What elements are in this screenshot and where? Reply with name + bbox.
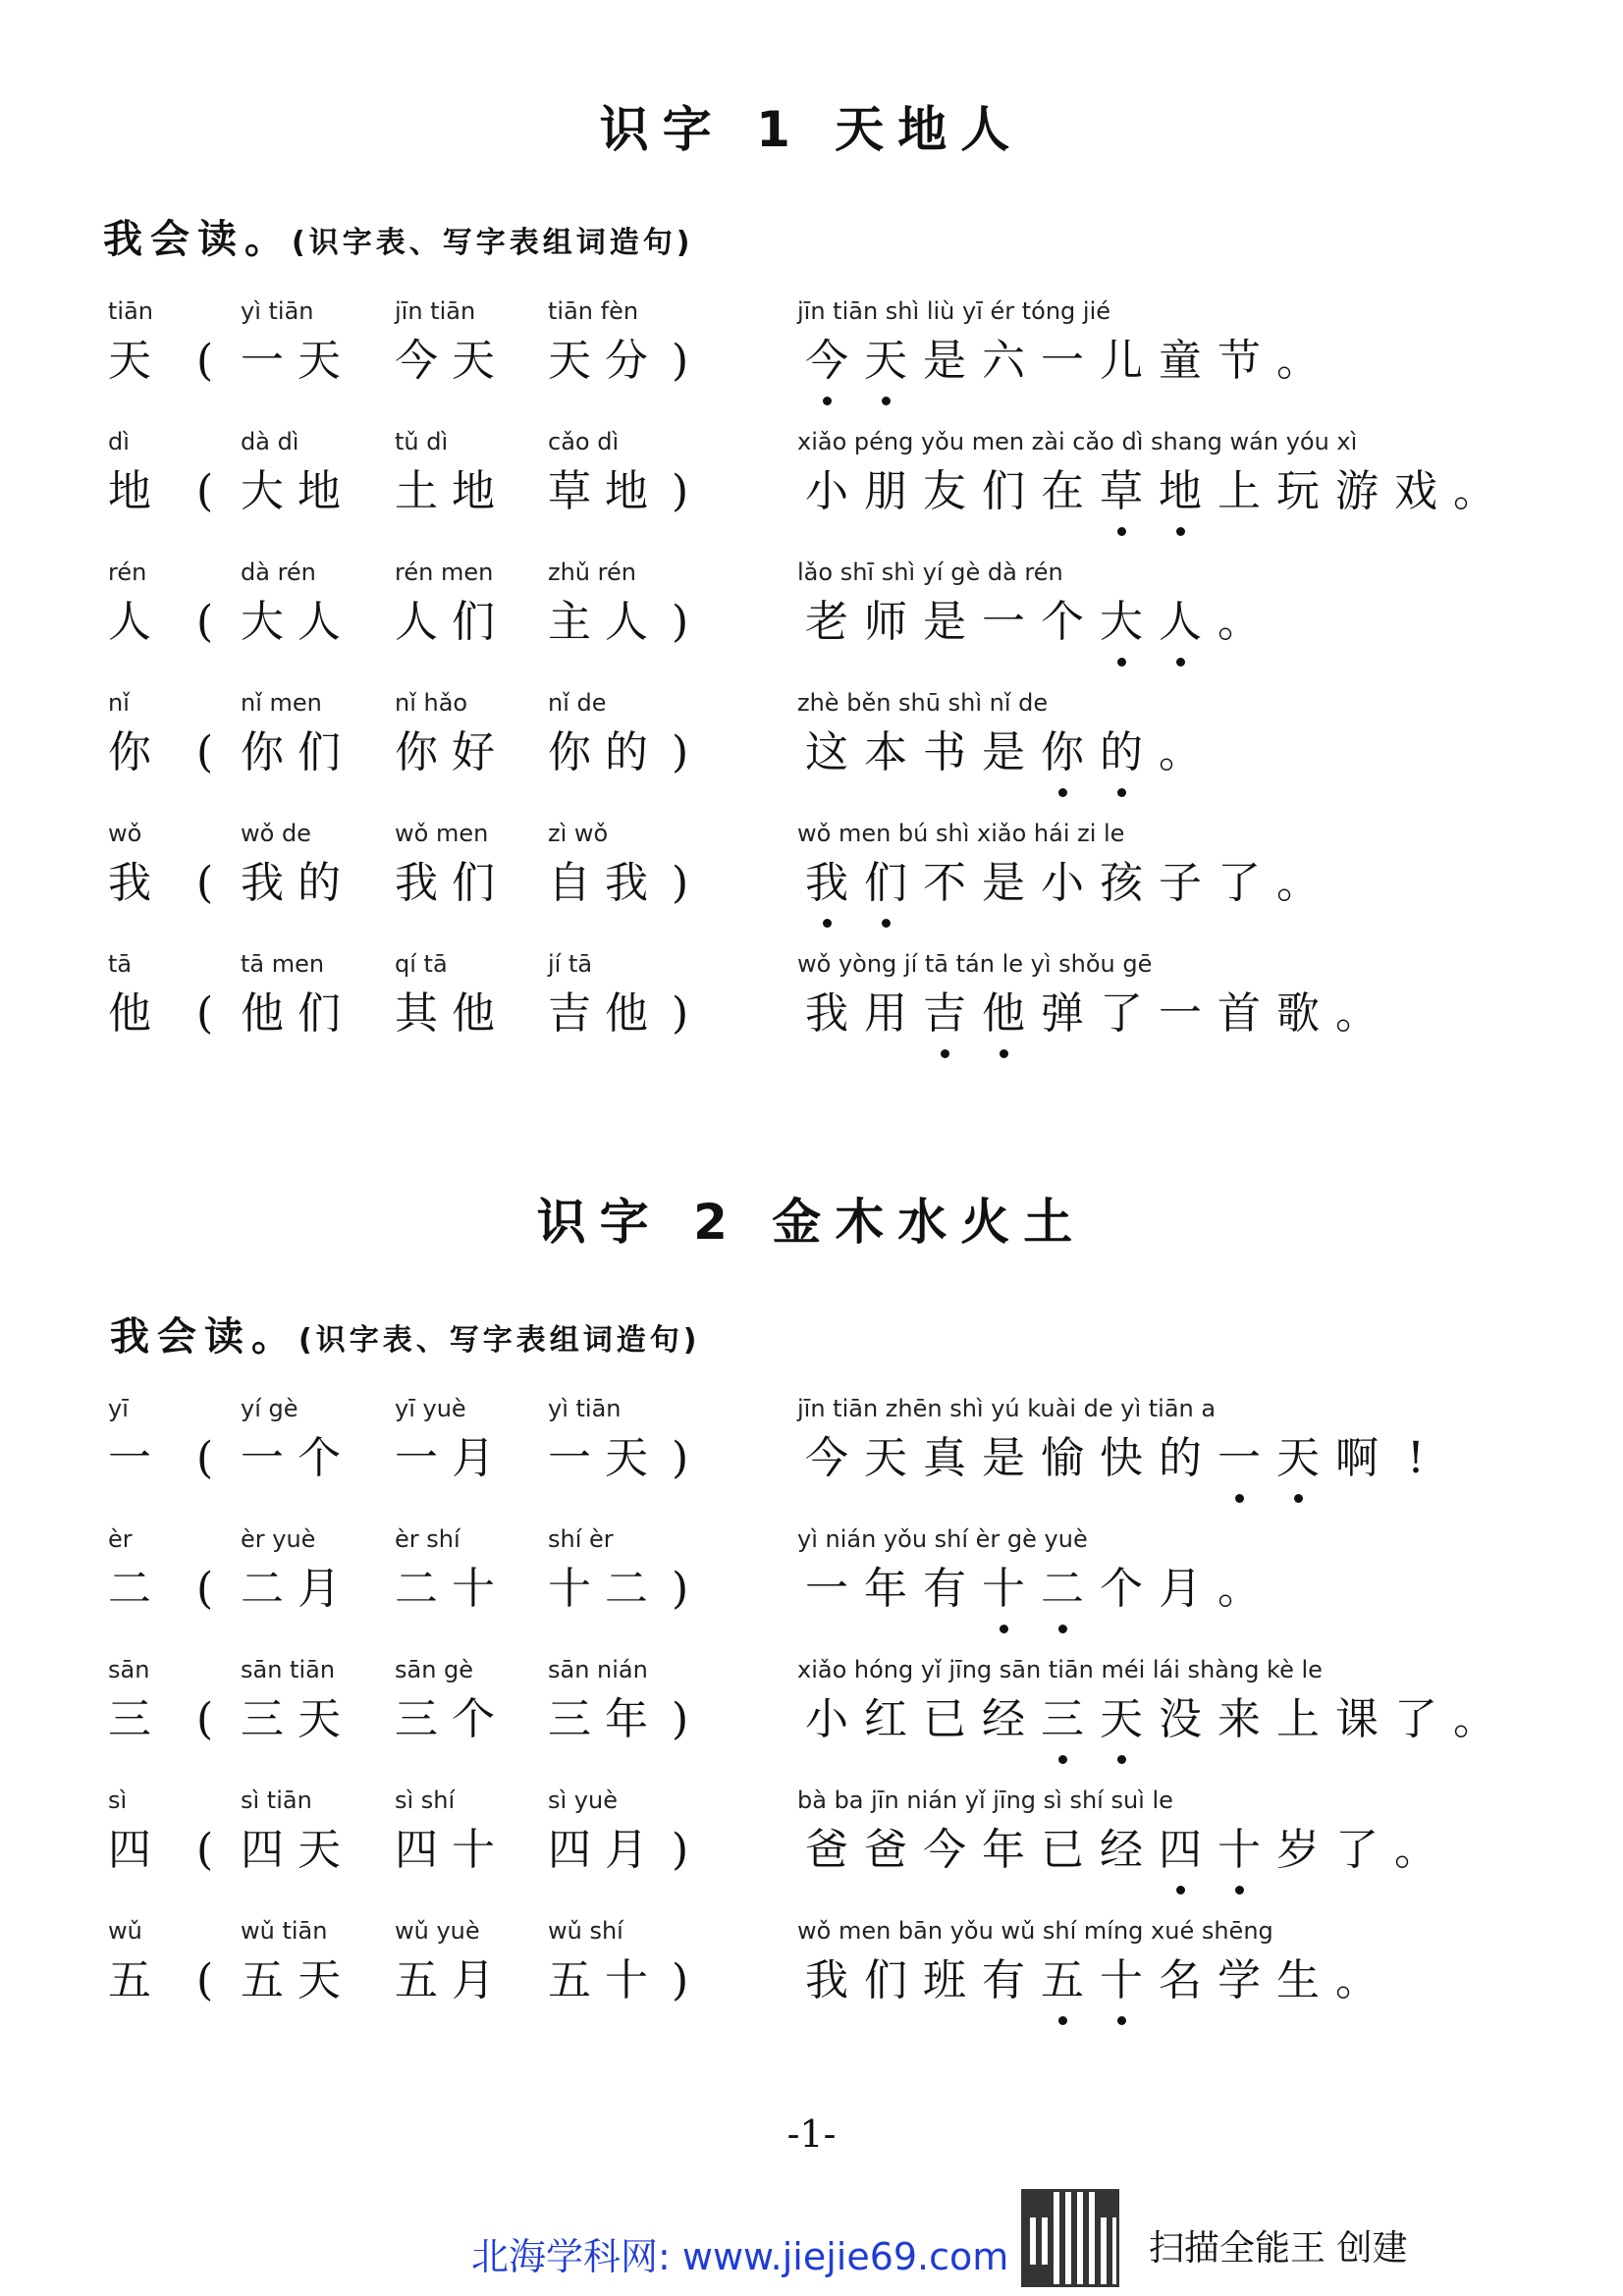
- sentence-character: 班: [923, 1955, 966, 2005]
- close-paren: ): [672, 336, 689, 386]
- emphasized-character: 草: [1092, 462, 1151, 521]
- close-paren: ): [672, 466, 689, 516]
- sentence-character: 已: [923, 1694, 966, 1744]
- open-paren: (: [196, 1694, 214, 1744]
- sentence-character: 歌: [1276, 988, 1320, 1039]
- character-pinyin: rén: [108, 559, 147, 586]
- sentence-character: 是: [923, 597, 966, 647]
- character: 天: [108, 336, 165, 386]
- word-pinyin: qí tā: [395, 950, 448, 978]
- sentence-text: [797, 462, 1504, 521]
- sentence-character: 爸: [864, 1825, 907, 1875]
- word: 你的: [548, 727, 662, 777]
- word-pinyin: wǔ yuè: [395, 1917, 480, 1945]
- sentence-character: 经: [1100, 1825, 1143, 1875]
- emphasized-character: 人: [1151, 593, 1210, 652]
- sentence-character: 。: [1217, 1564, 1261, 1614]
- close-paren: ): [672, 727, 689, 777]
- emphasized-character: 四: [1151, 1821, 1210, 1880]
- word: 你们: [241, 727, 354, 777]
- word: 四月: [548, 1825, 662, 1875]
- open-paren: (: [196, 466, 214, 516]
- emphasized-character: 吉: [915, 985, 974, 1043]
- character: 三: [108, 1694, 165, 1744]
- sentence-character: 岁: [1276, 1825, 1320, 1875]
- sentence-character: 子: [1159, 858, 1202, 908]
- sentence-character: 了: [1335, 1825, 1379, 1875]
- qr-code-icon: [1021, 2189, 1119, 2287]
- footer-scanner-watermark: 扫描全能王 创建: [1149, 2228, 1408, 2269]
- sentence-character: 没: [1159, 1694, 1202, 1744]
- sentence-character: 节: [1217, 336, 1261, 386]
- vocab-row: [0, 425, 1623, 558]
- word-pinyin: rén men: [395, 559, 494, 586]
- sentence-character: 今: [805, 1433, 848, 1483]
- word-pinyin: yì tiān: [241, 297, 314, 325]
- sentence-text: [797, 1560, 1269, 1619]
- section-2-title: 识字 2 金木水火土: [536, 1194, 1087, 1251]
- sentence-character: 。: [1453, 1694, 1496, 1744]
- sentence-text: [797, 593, 1269, 652]
- word: 他们: [241, 988, 354, 1039]
- emphasized-character: 我: [797, 854, 856, 913]
- sentence-pinyin: wǒ men bú shì xiǎo hái zi le: [797, 820, 1125, 847]
- vocab-row: [0, 686, 1623, 819]
- word-pinyin: zhǔ rén: [548, 559, 636, 586]
- sentence-character: 红: [864, 1694, 907, 1744]
- character-pinyin: dì: [108, 428, 130, 455]
- sentence-character: 课: [1335, 1694, 1379, 1744]
- sentence-character: 首: [1217, 988, 1261, 1039]
- word-pinyin: yī yuè: [395, 1395, 466, 1422]
- sentence-character: 。: [1276, 858, 1320, 908]
- sentence-character: 一: [982, 597, 1025, 647]
- character-pinyin: tiān: [108, 297, 153, 325]
- section-1-heading-main: 我会读。: [103, 217, 292, 262]
- sentence-character: 经: [982, 1694, 1025, 1744]
- vocab-row: [0, 1653, 1623, 1786]
- sentence-character: 一: [805, 1564, 848, 1614]
- emphasized-character: 你: [1033, 723, 1092, 782]
- word-pinyin: zì wǒ: [548, 820, 609, 847]
- sentence-text: [797, 332, 1327, 391]
- character: 二: [108, 1564, 165, 1614]
- sentence-character: 有: [982, 1955, 1025, 2005]
- close-paren: ): [672, 597, 689, 647]
- sentence-character: 童: [1159, 336, 1202, 386]
- sentence-character: 师: [864, 597, 907, 647]
- sentence-character: 上: [1276, 1694, 1320, 1744]
- character-pinyin: tā: [108, 950, 133, 978]
- sentence-character: 小: [805, 1694, 848, 1744]
- sentence-pinyin: yì nián yǒu shí èr gè yuè: [797, 1525, 1088, 1553]
- word-pinyin: sì shí: [395, 1787, 456, 1814]
- sentence-pinyin: xiǎo péng yǒu men zài cǎo dì shang wán yóu xì: [797, 428, 1358, 455]
- word-pinyin: yì tiān: [548, 1395, 622, 1422]
- character-pinyin: wǔ: [108, 1917, 142, 1945]
- sentence-pinyin: jīn tiān zhēn shì yú kuài de yì tiān a: [797, 1395, 1217, 1422]
- sentence-character: 孩: [1100, 858, 1143, 908]
- sentence-character: 戏: [1394, 466, 1437, 516]
- word: 一天: [241, 336, 354, 386]
- vocab-row: [0, 1522, 1623, 1655]
- close-paren: ): [672, 1955, 689, 2005]
- emphasized-character: 十: [1210, 1821, 1269, 1880]
- word-pinyin: èr shí: [395, 1525, 460, 1553]
- word-pinyin: cǎo dì: [548, 428, 620, 455]
- character: 四: [108, 1825, 165, 1875]
- close-paren: ): [672, 858, 689, 908]
- sentence-character: 个: [1100, 1564, 1143, 1614]
- word-pinyin: sān nián: [548, 1656, 648, 1683]
- open-paren: (: [196, 858, 214, 908]
- sentence-character: 个: [1041, 597, 1084, 647]
- character-pinyin: èr: [108, 1525, 133, 1553]
- emphasized-character: 他: [974, 985, 1033, 1043]
- word: 草地: [548, 466, 662, 516]
- close-paren: ): [672, 1825, 689, 1875]
- word-pinyin: dà rén: [241, 559, 316, 586]
- open-paren: (: [196, 1433, 214, 1483]
- emphasized-character: 天: [1269, 1429, 1327, 1488]
- sentence-character: 年: [982, 1825, 1025, 1875]
- emphasized-character: 地: [1151, 462, 1210, 521]
- word: 二十: [395, 1564, 509, 1614]
- word-pinyin: dà dì: [241, 428, 299, 455]
- word: 一月: [395, 1433, 509, 1483]
- sentence-character: 友: [923, 466, 966, 516]
- open-paren: (: [196, 727, 214, 777]
- word: 主人: [548, 597, 662, 647]
- word-pinyin: sān gè: [395, 1656, 474, 1683]
- vocab-row: [0, 556, 1623, 688]
- sentence-character: 游: [1335, 466, 1379, 516]
- sentence-character: 是: [982, 858, 1025, 908]
- open-paren: (: [196, 1825, 214, 1875]
- sentence-character: 上: [1217, 466, 1261, 516]
- sentence-character: 。: [1394, 1825, 1437, 1875]
- sentence-character: 我: [805, 1955, 848, 2005]
- word: 今天: [395, 336, 509, 386]
- sentence-character: 朋: [864, 466, 907, 516]
- vocab-row: [0, 817, 1623, 949]
- word: 四十: [395, 1825, 509, 1875]
- sentence-character: 有: [923, 1564, 966, 1614]
- open-paren: (: [196, 1564, 214, 1614]
- word: 大人: [241, 597, 354, 647]
- word: 二月: [241, 1564, 354, 1614]
- sentence-character: 年: [864, 1564, 907, 1614]
- page-number: -1-: [786, 2112, 837, 2156]
- sentence-pinyin: lǎo shī shì yí gè dà rén: [797, 559, 1063, 586]
- word-pinyin: tā men: [241, 950, 325, 978]
- emphasized-character: 五: [1033, 1951, 1092, 2010]
- footer-site-link[interactable]: 北海学科网: www.jiejie69.com: [471, 2235, 1009, 2278]
- emphasized-character: 十: [1092, 1951, 1151, 2010]
- character: 你: [108, 727, 165, 777]
- sentence-character: 一: [1159, 988, 1202, 1039]
- word-pinyin: sì tiān: [241, 1787, 312, 1814]
- sentence-character: 不: [923, 858, 966, 908]
- sentence-character: 小: [805, 466, 848, 516]
- word: 我们: [395, 858, 509, 908]
- sentence-text: [797, 854, 1327, 913]
- word: 天分: [548, 336, 662, 386]
- word-pinyin: tǔ dì: [395, 428, 449, 455]
- sentence-pinyin: wǒ yòng jí tā tán le yì shǒu gē: [797, 950, 1153, 978]
- sentence-character: 用: [864, 988, 907, 1039]
- vocab-row: [0, 1914, 1623, 2047]
- sentence-character: 是: [982, 727, 1025, 777]
- sentence-character: 儿: [1100, 336, 1143, 386]
- word-pinyin: yí gè: [241, 1395, 298, 1422]
- word: 五十: [548, 1955, 662, 2005]
- sentence-text: [797, 1951, 1386, 2010]
- sentence-character: 是: [923, 336, 966, 386]
- word: 三个: [395, 1694, 509, 1744]
- sentence-pinyin: zhè běn shū shì nǐ de: [797, 689, 1049, 717]
- word-pinyin: jīn tiān: [395, 297, 476, 325]
- sentence-character: 已: [1041, 1825, 1084, 1875]
- sentence-character: 老: [805, 597, 848, 647]
- character: 五: [108, 1955, 165, 2005]
- character: 人: [108, 597, 165, 647]
- open-paren: (: [196, 336, 214, 386]
- emphasized-character: 今: [797, 332, 856, 391]
- character-pinyin: wǒ: [108, 820, 142, 847]
- sentence-text: [797, 985, 1386, 1043]
- sentence-character: 。: [1276, 336, 1320, 386]
- word: 你好: [395, 727, 509, 777]
- emphasized-character: 一: [1210, 1429, 1269, 1488]
- close-paren: ): [672, 1433, 689, 1483]
- sentence-character: 来: [1217, 1694, 1261, 1744]
- sentence-character: 我: [805, 988, 848, 1039]
- character: 地: [108, 466, 165, 516]
- word: 三年: [548, 1694, 662, 1744]
- emphasized-character: 们: [856, 854, 915, 913]
- sentence-character: 生: [1276, 1955, 1320, 2005]
- word-pinyin: èr yuè: [241, 1525, 316, 1553]
- word: 一个: [241, 1433, 354, 1483]
- vocab-row: [0, 294, 1623, 427]
- word: 一天: [548, 1433, 662, 1483]
- section-2-heading-main: 我会读。: [110, 1314, 298, 1360]
- sentence-character: 的: [1159, 1433, 1202, 1483]
- word: 土地: [395, 466, 509, 516]
- section-1-heading-note: (识字表、写字表组词造句): [292, 226, 694, 260]
- sentence-character: 们: [982, 466, 1025, 516]
- character-pinyin: sān: [108, 1656, 150, 1683]
- sentence-character: 六: [982, 336, 1025, 386]
- emphasized-character: 天: [856, 332, 915, 391]
- vocab-row: [0, 947, 1623, 1080]
- sentence-character: 学: [1217, 1955, 1261, 2005]
- sentence-text: [797, 723, 1210, 782]
- open-paren: (: [196, 988, 214, 1039]
- word-pinyin: shí èr: [548, 1525, 614, 1553]
- sentence-character: 一: [1041, 336, 1084, 386]
- word: 五天: [241, 1955, 354, 2005]
- word-pinyin: nǐ hǎo: [395, 689, 468, 717]
- word: 四天: [241, 1825, 354, 1875]
- word: 我的: [241, 858, 354, 908]
- word: 吉他: [548, 988, 662, 1039]
- word-pinyin: wǔ shí: [548, 1917, 623, 1945]
- word: 人们: [395, 597, 509, 647]
- sentence-character: 书: [923, 727, 966, 777]
- word: 三天: [241, 1694, 354, 1744]
- sentence-character: 了: [1217, 858, 1261, 908]
- emphasized-character: 十: [974, 1560, 1033, 1619]
- sentence-character: 玩: [1276, 466, 1320, 516]
- sentence-character: 本: [864, 727, 907, 777]
- emphasized-character: 三: [1033, 1690, 1092, 1749]
- sentence-character: 。: [1335, 988, 1379, 1039]
- sentence-text: [797, 1429, 1445, 1488]
- sentence-character: 这: [805, 727, 848, 777]
- sentence-character: 快: [1100, 1433, 1143, 1483]
- word-pinyin: nǐ men: [241, 689, 322, 717]
- close-paren: ): [672, 1694, 689, 1744]
- sentence-character: 。: [1159, 727, 1202, 777]
- word-pinyin: nǐ de: [548, 689, 607, 717]
- sentence-pinyin: wǒ men bān yǒu wǔ shí míng xué shēng: [797, 1917, 1273, 1945]
- emphasized-character: 二: [1033, 1560, 1092, 1619]
- vocab-row: [0, 1392, 1623, 1524]
- sentence-text: [797, 1821, 1445, 1880]
- sentence-character: 。: [1335, 1955, 1379, 2005]
- sentence-character: !: [1407, 1433, 1425, 1483]
- sentence-character: 了: [1100, 988, 1143, 1039]
- word-pinyin: sì yuè: [548, 1787, 618, 1814]
- sentence-character: 名: [1159, 1955, 1202, 2005]
- sentence-character: 了: [1394, 1694, 1437, 1744]
- word-pinyin: wǒ de: [241, 820, 311, 847]
- word: 十二: [548, 1564, 662, 1614]
- word-pinyin: jí tā: [548, 950, 593, 978]
- character-pinyin: nǐ: [108, 689, 130, 717]
- emphasized-character: 大: [1092, 593, 1151, 652]
- word-pinyin: sān tiān: [241, 1656, 336, 1683]
- character: 我: [108, 858, 165, 908]
- sentence-character: 们: [864, 1955, 907, 2005]
- sentence-character: 弹: [1041, 988, 1084, 1039]
- sentence-character: 愉: [1041, 1433, 1084, 1483]
- sentence-character: 爸: [805, 1825, 848, 1875]
- open-paren: (: [196, 597, 214, 647]
- character-pinyin: yī: [108, 1395, 129, 1422]
- sentence-character: 。: [1453, 466, 1496, 516]
- emphasized-character: 天: [1092, 1690, 1151, 1749]
- close-paren: ): [672, 988, 689, 1039]
- sentence-character: 啊: [1335, 1433, 1379, 1483]
- vocab-row: [0, 1784, 1623, 1916]
- sentence-character: 真: [923, 1433, 966, 1483]
- character: 一: [108, 1433, 165, 1483]
- sentence-character: 小: [1041, 858, 1084, 908]
- word: 五月: [395, 1955, 509, 2005]
- word: 大地: [241, 466, 354, 516]
- section-2-heading: [110, 1306, 700, 1362]
- section-1-title: 识字 1 天地人: [599, 101, 1024, 158]
- sentence-pinyin: jīn tiān shì liù yī ér tóng jié: [797, 297, 1111, 325]
- character: 他: [108, 988, 165, 1039]
- sentence-text: [797, 1690, 1504, 1749]
- close-paren: ): [672, 1564, 689, 1614]
- sentence-character: 今: [923, 1825, 966, 1875]
- sentence-character: 天: [864, 1433, 907, 1483]
- sentence-character: 在: [1041, 466, 1084, 516]
- section-2-heading-note: (识字表、写字表组词造句): [298, 1323, 701, 1358]
- word-pinyin: tiān fèn: [548, 297, 639, 325]
- sentence-character: 月: [1159, 1564, 1202, 1614]
- open-paren: (: [196, 1955, 214, 2005]
- word: 自我: [548, 858, 662, 908]
- word: 其他: [395, 988, 509, 1039]
- character-pinyin: sì: [108, 1787, 128, 1814]
- sentence-pinyin: bà ba jīn nián yǐ jīng sì shí suì le: [797, 1787, 1173, 1814]
- section-1-heading: [103, 208, 693, 264]
- sentence-character: 是: [982, 1433, 1025, 1483]
- word-pinyin: wǒ men: [395, 820, 489, 847]
- sentence-pinyin: xiǎo hóng yǐ jīng sān tiān méi lái shàng kè le: [797, 1656, 1323, 1683]
- word-pinyin: wǔ tiān: [241, 1917, 328, 1945]
- emphasized-character: 的: [1092, 723, 1151, 782]
- sentence-character: 。: [1217, 597, 1261, 647]
